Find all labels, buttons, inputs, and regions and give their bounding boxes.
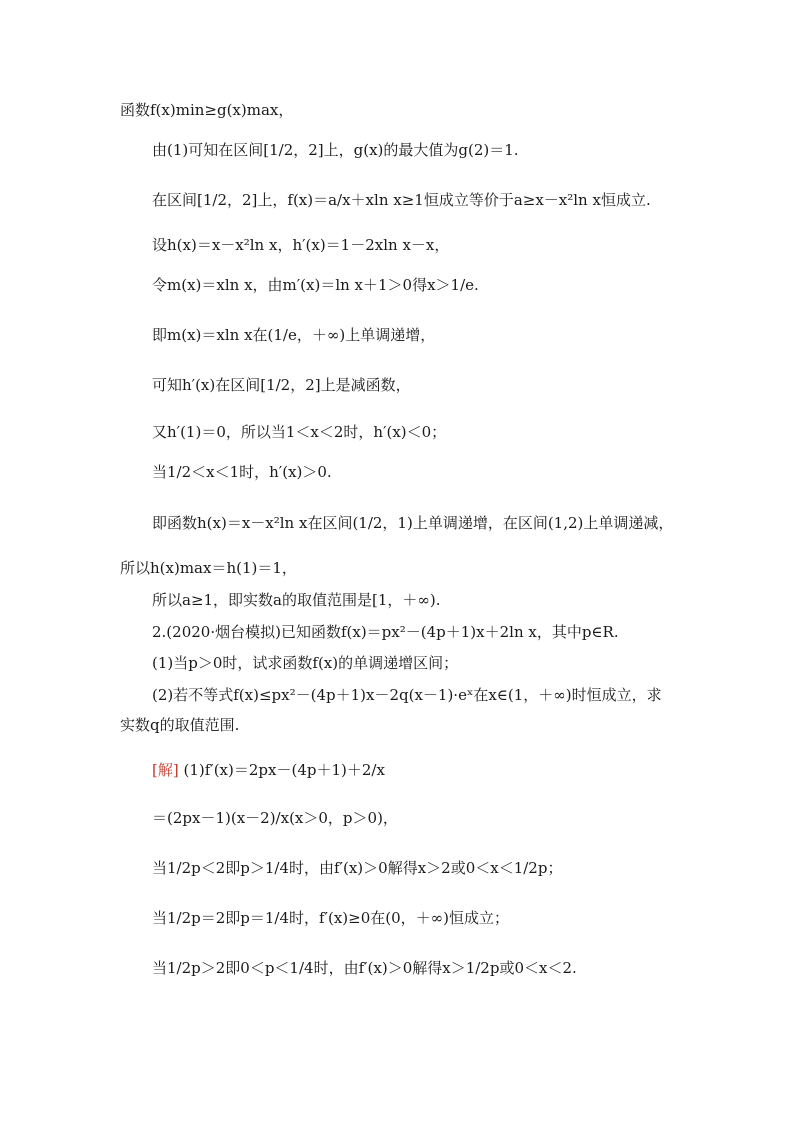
text-line-6: 即m(x)＝xln x在(1/e，＋∞)上单调递增，	[152, 326, 436, 344]
text-line-8: 又h′(1)＝0，所以当1＜x＜2时，h′(x)＜0；	[152, 423, 447, 441]
text-line-10: 即函数h(x)＝x－x²ln x在区间(1/2，1)上单调递增，在区间(1,2)上单调递减，	[152, 514, 674, 532]
text-line-17	[152, 760, 385, 780]
solution-text: (1)f′(x)＝2px－(4p＋1)＋2/x	[183, 761, 385, 779]
text-line-7: 可知h′(x)在区间[1/2，2]上是减函数，	[152, 376, 411, 394]
text-line-9: 当1/2＜x＜1时，h′(x)＞0.	[152, 463, 332, 481]
text-line-2: 由(1)可知在区间[1/2，2]上，g(x)的最大值为g(2)＝1.	[152, 141, 519, 159]
text-line-12: 所以a≥1，即实数a的取值范围是[1，＋∞).	[152, 591, 441, 609]
text-line-13: 2.(2020·烟台模拟)已知函数f(x)＝px²－(4p＋1)x＋2ln x，其中p∈R.	[152, 623, 619, 641]
text-line-3: 在区间[1/2，2]上，f(x)＝a/x＋xln x≥1恒成立等价于a≥x－x²ln x恒成立.	[152, 191, 651, 209]
text-line-11: 所以h(x)max＝h(1)＝1，	[120, 559, 297, 577]
solution-label: [解]	[152, 761, 179, 779]
text-line-18: ＝(2px－1)(x－2)/x(x＞0，p＞0)，	[152, 809, 398, 827]
text-line-21: 当1/2p＞2即0＜p＜1/4时，由f′(x)＞0解得x＞1/2p或0＜x＜2.	[152, 959, 577, 977]
text-line-5: 令m(x)＝xln x，由m′(x)＝ln x＋1＞0得x＞1/e.	[152, 276, 479, 294]
text-line-20: 当1/2p＝2即p＝1/4时，f′(x)≥0在(0，＋∞)恒成立；	[152, 909, 510, 927]
text-line-15: (2)若不等式f(x)≤px²－(4p＋1)x－2q(x－1)·eˣ在x∈(1，＋∞)时恒成立，求	[152, 686, 662, 704]
text-line-19: 当1/2p＜2即p＞1/4时，由f′(x)＞0解得x＞2或0＜x＜1/2p；	[152, 859, 563, 877]
text-line-4: 设h(x)＝x－x²ln x，h′(x)＝1－2xln x－x，	[152, 236, 450, 254]
text-line-16: 实数q的取值范围.	[120, 716, 240, 734]
text-line-14: (1)当p＞0时，试求函数f(x)的单调递增区间；	[152, 654, 459, 672]
text-line-1: 函数f(x)min≥g(x)max，	[120, 101, 294, 119]
